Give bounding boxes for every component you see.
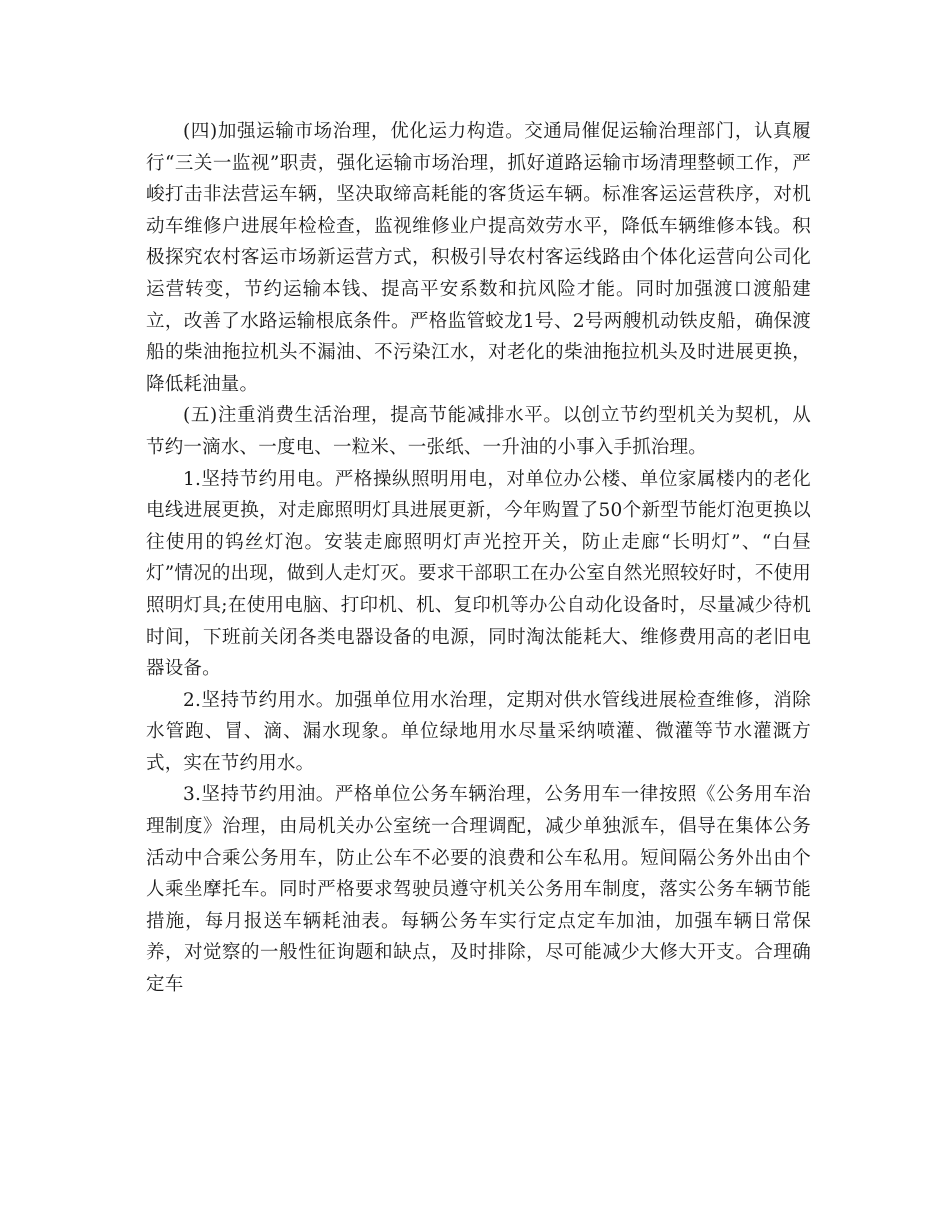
- document-body: [146, 116, 811, 1001]
- paragraph-save-oil: 3.坚持节约用油。严格单位公务车辆治理，公务用车一律按照《公务用车治理制度》治理，由局机关办公室统一合理调配，减少单独派车，倡导在集体公务活动中合乘公务用车，防止公车不必要的浪费和公车私用。短间隔公务外出由个人乘坐摩托车。同时严格要求驾驶员遵守机关公务用车制度，落实公务车辆节能措施，每月报送车辆耗油表。每辆公务车实行定点定车加油，加强车辆日常保养，对觉察的一般性征询题和缺点，及时排除，尽可能减少大修大开支。合理确定车: [146, 784, 811, 996]
- paragraph-save-water: 2.坚持节约用水。加强单位用水治理，定期对供水管线进展检查维修，消除水管跑、冒、滴、漏水现象。单位绿地用水尽量采纳喷灌、微灌等节水灌溉方式，实在节约用水。: [146, 689, 811, 774]
- paragraph-transport-market: (四)加强运输市场治理，优化运力构造。交通局催促运输治理部门，认真履行“三关一监视”职责，强化运输市场治理，抓好道路运输市场清理整顿工作，严峻打击非法营运车辆，坚决取缔高耗能的客货运车辆。标准客运运营秩序，对机动车维修户进展年检检查，监视维修业户提高效劳水平，降低车辆维修本钱。积极探究农村客运市场新运营方式，积极引导农村客运线路由个体化运营向公司化运营转变，节约运输本钱、提高平安系数和抗风险才能。同时加强渡口渡船建立，改善了水路运输根底条件。严格监管蛟龙1号、2号两艘机动铁皮船，确保渡船的柴油拖拉机头不漏油、不污染江水，对老化的柴油拖拉机头及时进展更换，降低耗油量。: [146, 121, 811, 395]
- paragraph-save-electricity: 1.坚持节约用电。严格操纵照明用电，对单位办公楼、单位家属楼内的老化电线进展更换，对走廊照明灯具进展更新，今年购置了50个新型节能灯泡更换以往使用的钨丝灯泡。安装走廊照明灯声光控开关，防止走廊“长明灯”、“白昼灯”情况的出现，做到人走灯灭。要求干部职工在办公室自然光照较好时，不使用照明灯具;在使用电脑、打印机、机、复印机等办公自动化设备时，尽量减少待机时间，下班前关闭各类电器设备的电源，同时淘汰能耗大、维修费用高的老旧电器设备。: [146, 468, 811, 680]
- paragraph-consumption-management: (五)注重消费生活治理，提高节能减排水平。以创立节约型机关为契机，从节约一滴水、一度电、一粒米、一张纸、一升油的小事入手抓治理。: [146, 405, 811, 458]
